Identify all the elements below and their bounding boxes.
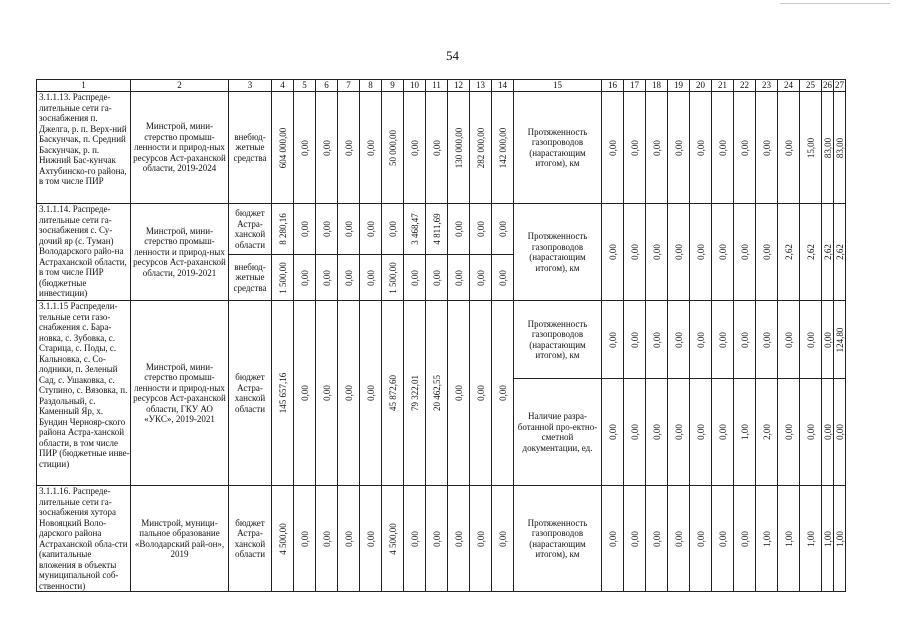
value-text: 0,00 (717, 331, 728, 348)
value-cell (624, 92, 646, 204)
value-cell (712, 379, 734, 486)
value-text: 0,00 (321, 385, 332, 401)
funding-source: внебюд-жетные средства (229, 255, 272, 301)
value-cell (668, 92, 690, 204)
value-text: 0,00 (822, 331, 833, 348)
value-text: 0,00 (409, 139, 420, 156)
value-cell (822, 379, 834, 486)
value-text: 0,00 (805, 331, 816, 348)
value-text: 1 500,00 (387, 261, 398, 294)
value-cell (778, 204, 800, 301)
value-text: 0,00 (673, 244, 684, 260)
value-cell (800, 379, 822, 486)
value-cell (492, 486, 514, 592)
value-text: 0,00 (717, 244, 728, 260)
value-cell (316, 204, 338, 255)
value-cell (646, 301, 668, 379)
value-text: 0,00 (343, 530, 354, 547)
value-cell (448, 301, 470, 486)
value-cell (822, 204, 834, 301)
value-cell (426, 301, 448, 486)
value-cell (492, 92, 514, 204)
column-number: 13 (470, 80, 492, 92)
value-text: 124,80 (834, 327, 845, 352)
value-cell (272, 486, 294, 592)
value-cell (800, 486, 822, 592)
value-text: 0,00 (761, 331, 772, 348)
value-cell (404, 204, 426, 255)
value-cell (338, 255, 360, 301)
column-number: 15 (514, 80, 602, 92)
value-text: 0,00 (475, 269, 486, 286)
value-text: 83,00 (834, 137, 845, 158)
value-cell (404, 486, 426, 592)
column-number: 4 (272, 80, 294, 92)
value-cell (712, 204, 734, 301)
value-text: 0,00 (497, 530, 508, 547)
value-cell (712, 92, 734, 204)
executor-cell: Минстрой, мини-стерство промыш-ленности и природ-ных ресурсов Аст-раханской области, 2019-2021 (131, 204, 229, 301)
column-number: 27 (835, 80, 844, 91)
value-text: 0,00 (739, 530, 750, 547)
value-cell (822, 486, 834, 592)
value-text: 282 000,00 (475, 127, 486, 168)
value-text: 0,00 (475, 221, 486, 237)
value-text: 145 657,16 (277, 372, 288, 414)
value-cell (668, 486, 690, 592)
value-cell (426, 204, 448, 255)
value-cell (338, 92, 360, 204)
value-text: 0,00 (299, 269, 310, 286)
value-text: 0,00 (607, 331, 618, 348)
value-text: 20 462,55 (431, 375, 442, 411)
value-cell (382, 486, 404, 592)
value-text: 2,62 (783, 244, 794, 260)
value-cell (360, 486, 382, 592)
value-cell (294, 486, 316, 592)
value-text: 0,00 (299, 139, 310, 156)
value-text: 0,00 (321, 221, 332, 237)
value-cell (316, 486, 338, 592)
value-cell (470, 204, 492, 255)
value-cell (800, 301, 822, 379)
value-text: 83,00 (822, 137, 833, 158)
value-cell (492, 255, 514, 301)
column-number: 18 (646, 80, 668, 92)
value-cell (316, 301, 338, 486)
value-text: 2,62 (822, 244, 833, 260)
value-text: 45 872,60 (387, 375, 398, 411)
measure-name: 3.1.1.14. Распреде-лительные сети га-зоснабжения с. Су-дочий яр (с. Туман) Володарского райо-на Астраханской области, в том числе ПИР (бюджетные инвестиции) (37, 204, 131, 301)
value-text: 0,00 (365, 269, 376, 286)
indicator-name: Протяженность газопроводов (нарастающим итогом), км (514, 301, 602, 379)
value-text: 0,00 (673, 424, 684, 440)
value-cell (492, 204, 514, 255)
value-cell (756, 204, 778, 301)
column-number: 17 (624, 80, 646, 92)
value-cell (668, 301, 690, 379)
value-cell (800, 204, 822, 301)
column-number: 12 (448, 80, 470, 92)
value-cell (602, 301, 624, 379)
value-cell (470, 301, 492, 486)
value-text: 0,00 (453, 385, 464, 401)
value-cell (602, 379, 624, 486)
value-text: 0,00 (607, 244, 618, 260)
value-cell (470, 92, 492, 204)
value-cell (778, 486, 800, 592)
data-row (37, 92, 846, 204)
value-text: 79 322,01 (409, 375, 420, 411)
value-cell (624, 301, 646, 379)
value-text: 0,00 (717, 530, 728, 547)
value-text: 0,00 (365, 139, 376, 156)
value-text: 0,00 (475, 385, 486, 401)
value-text: 0,00 (834, 424, 845, 440)
value-text: 0,00 (651, 139, 662, 156)
value-text: 0,00 (607, 424, 618, 440)
value-text: 0,00 (431, 269, 442, 286)
value-cell (360, 301, 382, 486)
value-text: 0,00 (343, 269, 354, 286)
value-cell (294, 255, 316, 301)
value-cell (316, 92, 338, 204)
value-cell (448, 486, 470, 592)
column-number: 26 (823, 80, 832, 91)
value-cell (382, 204, 404, 255)
value-cell (646, 379, 668, 486)
value-text: 0,00 (717, 139, 728, 156)
value-text: 4 500,00 (277, 522, 288, 555)
executor-cell: Минстрой, муници-пальное образование «Володарский рай-он», 2019 (131, 486, 229, 592)
value-text: 0,00 (431, 139, 442, 156)
value-cell (470, 486, 492, 592)
measure-name: 3.1.1.13. Распреде-лительные сети га-зоснабжения п. Джелга, р. п. Верх-ний Баскунчак, п. Средний Баскунчак, р. п. Нижний Бас-кунчак Ахтубинско-го района, в том числе ПИР (37, 92, 131, 204)
value-text: 0,00 (651, 530, 662, 547)
column-number: 22 (734, 80, 756, 92)
value-text: 1 500,00 (277, 261, 288, 294)
indicator-name: Протяженность газопроводов (нарастающим итогом), км (514, 204, 602, 301)
value-text: 0,00 (695, 331, 706, 348)
value-text: 0,00 (607, 139, 618, 156)
value-text: 1,00 (783, 530, 794, 547)
value-cell (448, 204, 470, 255)
indicator-name: Наличие разра-ботанной про-ектно-сметной документации, ед. (514, 379, 602, 486)
column-number: 1 (37, 80, 131, 92)
column-number: 16 (602, 80, 624, 92)
value-text: 0,00 (673, 530, 684, 547)
value-cell (646, 486, 668, 592)
value-text: 0,00 (651, 331, 662, 348)
value-text: 0,00 (321, 530, 332, 547)
column-number: 10 (404, 80, 426, 92)
value-cell (382, 92, 404, 204)
value-text: 2,00 (761, 424, 772, 440)
value-text: 0,00 (739, 331, 750, 348)
value-cell (272, 301, 294, 486)
data-row (37, 486, 846, 592)
value-text: 0,00 (453, 530, 464, 547)
value-cell (448, 92, 470, 204)
value-text: 50 000,00 (387, 129, 398, 166)
value-text: 0,00 (783, 331, 794, 348)
value-cell (404, 255, 426, 301)
value-cell (360, 255, 382, 301)
value-text: 0,00 (321, 139, 332, 156)
value-text: 0,00 (695, 139, 706, 156)
value-cell (624, 486, 646, 592)
value-cell (624, 204, 646, 301)
value-text: 0,00 (805, 424, 816, 440)
value-cell (778, 379, 800, 486)
value-cell (712, 486, 734, 592)
value-text: 0,00 (739, 139, 750, 156)
value-cell (734, 486, 756, 592)
value-text: 0,00 (695, 424, 706, 440)
value-cell (470, 255, 492, 301)
value-text: 0,00 (343, 221, 354, 237)
value-cell (690, 92, 712, 204)
value-text: 2,62 (834, 244, 845, 260)
value-cell (778, 92, 800, 204)
column-number: 3 (229, 80, 272, 92)
value-text: 1,00 (822, 530, 833, 547)
column-number: 6 (316, 80, 338, 92)
value-cell (426, 92, 448, 204)
value-text: 0,00 (822, 424, 833, 440)
value-cell (360, 92, 382, 204)
value-cell (668, 379, 690, 486)
data-row (37, 301, 846, 379)
value-cell (734, 92, 756, 204)
executor-cell: Минстрой, мини-стерство промыш-ленности и природ-ных ресурсов Аст-раханской области, 2019-2024 (131, 92, 229, 204)
value-cell (624, 379, 646, 486)
value-cell (316, 255, 338, 301)
value-text: 4 500,00 (387, 522, 398, 555)
value-text: 0,00 (695, 530, 706, 547)
value-cell (272, 204, 294, 255)
value-text: 1,00 (805, 530, 816, 547)
value-text: 8 280,16 (277, 213, 288, 245)
value-text: 0,00 (695, 244, 706, 260)
value-text: 0,00 (365, 221, 376, 237)
column-number: 21 (712, 80, 734, 92)
column-number: 2 (131, 80, 229, 92)
value-text: 0,00 (497, 221, 508, 237)
value-text: 604 000,00 (277, 127, 288, 168)
value-cell (646, 92, 668, 204)
value-cell (690, 486, 712, 592)
value-cell (834, 486, 846, 592)
executor-cell: Минстрой, мини-стерство промыш-ленности и природ-ных ресурсов Аст-раханской области, ГКУ АО «УКС», 2019-2021 (131, 301, 229, 486)
value-cell (272, 92, 294, 204)
value-text: 4 811,69 (431, 213, 442, 245)
value-cell (338, 301, 360, 486)
value-cell (426, 255, 448, 301)
value-cell (834, 92, 846, 204)
page-number: 54 (446, 48, 459, 63)
value-cell (834, 379, 846, 486)
value-text: 0,00 (365, 385, 376, 401)
value-cell (690, 204, 712, 301)
value-cell (602, 92, 624, 204)
value-cell (492, 301, 514, 486)
value-cell (294, 301, 316, 486)
value-text: 0,00 (321, 269, 332, 286)
value-cell (834, 301, 846, 379)
value-text: 0,00 (365, 530, 376, 547)
column-number: 5 (294, 80, 316, 92)
value-cell (822, 301, 834, 379)
value-cell (690, 379, 712, 486)
value-cell (448, 255, 470, 301)
value-text: 0,00 (783, 424, 794, 440)
value-text: 0,00 (453, 269, 464, 286)
value-cell (426, 486, 448, 592)
value-text: 0,00 (629, 139, 640, 156)
value-text: 0,00 (497, 385, 508, 401)
value-text: 0,00 (673, 139, 684, 156)
value-cell (690, 301, 712, 379)
value-text: 0,00 (651, 424, 662, 440)
value-cell (756, 92, 778, 204)
value-text: 0,00 (343, 139, 354, 156)
value-text: 1,00 (834, 530, 845, 547)
value-text: 2,62 (805, 244, 816, 260)
value-text: 1,00 (761, 530, 772, 547)
value-cell (756, 486, 778, 592)
value-cell (668, 204, 690, 301)
value-text: 0,00 (409, 530, 420, 547)
value-cell (646, 204, 668, 301)
column-number: 11 (426, 80, 448, 92)
value-text: 3 468,47 (409, 213, 420, 245)
value-text: 15,00 (805, 137, 816, 158)
value-text: 130 000,00 (453, 127, 464, 168)
value-text: 0,00 (651, 244, 662, 260)
value-text: 0,00 (629, 530, 640, 547)
column-number: 8 (360, 80, 382, 92)
value-cell (800, 92, 822, 204)
funding-source: внебюд-жетные средства (229, 92, 272, 204)
value-text: 0,00 (343, 385, 354, 401)
measure-name: 3.1.1.15 Распредели-тельные сети газо-снабжения с. Бара-новка, с. Зубовка, с. Старица, с. Поды, с. Кальновка, с. Со-лодники, п. Зеленый Сад, с. Ушаковка, с. Ступино, с. Вязовка, п. Раздольный, с. Каменный Яр, х. Бундин Чернояр-ского района Астра-ханской области, в том числе ПИР (бюджетные инве-стиции) (37, 301, 131, 486)
column-number: 14 (492, 80, 514, 92)
value-text: 0,00 (673, 331, 684, 348)
value-text: 0,00 (783, 139, 794, 156)
value-cell (834, 204, 846, 301)
value-cell (734, 301, 756, 379)
indicator-name: Протяженность газопроводов (нарастающим итогом), км (514, 92, 602, 204)
funding-source: бюджет Астра-ханской области (229, 204, 272, 255)
value-cell (734, 204, 756, 301)
value-text: 0,00 (387, 221, 398, 237)
value-cell (756, 301, 778, 379)
column-number: 24 (778, 80, 800, 92)
scan-edge-line (780, 3, 890, 4)
column-number: 25 (800, 80, 822, 92)
value-cell (360, 204, 382, 255)
column-number: 9 (382, 80, 404, 92)
value-text: 0,00 (717, 424, 728, 440)
funding-source: бюджет Астра-ханской области (229, 486, 272, 592)
column-number: 19 (668, 80, 690, 92)
value-cell (338, 486, 360, 592)
value-cell (602, 486, 624, 592)
program-table (36, 79, 846, 592)
value-cell (404, 92, 426, 204)
funding-source: бюджет Астра-ханской области (229, 301, 272, 486)
value-text: 0,00 (629, 424, 640, 440)
value-cell (822, 92, 834, 204)
value-text: 0,00 (299, 385, 310, 401)
value-text: 0,00 (475, 530, 486, 547)
value-cell (756, 379, 778, 486)
indicator-name: Протяженность газопроводов (нарастающим итогом), км (514, 486, 602, 592)
value-text: 1,00 (739, 424, 750, 440)
value-text: 142 000,00 (497, 127, 508, 168)
value-cell (602, 204, 624, 301)
value-cell (382, 301, 404, 486)
value-text: 0,00 (761, 244, 772, 260)
value-cell (272, 255, 294, 301)
value-text: 0,00 (409, 269, 420, 286)
value-cell (294, 92, 316, 204)
value-text: 0,00 (299, 530, 310, 547)
value-text: 0,00 (739, 244, 750, 260)
value-text: 0,00 (629, 244, 640, 260)
value-text: 0,00 (299, 221, 310, 237)
value-text: 0,00 (607, 530, 618, 547)
value-cell (404, 301, 426, 486)
value-text: 0,00 (431, 530, 442, 547)
value-text: 0,00 (453, 221, 464, 237)
value-text: 0,00 (629, 331, 640, 348)
data-row (37, 204, 846, 255)
value-cell (778, 301, 800, 379)
column-number: 23 (756, 80, 778, 92)
value-cell (712, 301, 734, 379)
value-cell (338, 204, 360, 255)
value-cell (734, 379, 756, 486)
value-text: 0,00 (761, 139, 772, 156)
column-number: 20 (690, 80, 712, 92)
header-row (37, 80, 846, 92)
column-number: 7 (338, 80, 360, 92)
value-text: 0,00 (497, 269, 508, 286)
measure-name: 3.1.1.16. Распреде-лительные сети га-зоснабжения хутора Новояцкий Воло-дарского района Астраханской обла-сти (капитальные вложения в объекты муниципальной соб-ственности) (37, 486, 131, 592)
value-cell (294, 204, 316, 255)
value-cell (382, 255, 404, 301)
